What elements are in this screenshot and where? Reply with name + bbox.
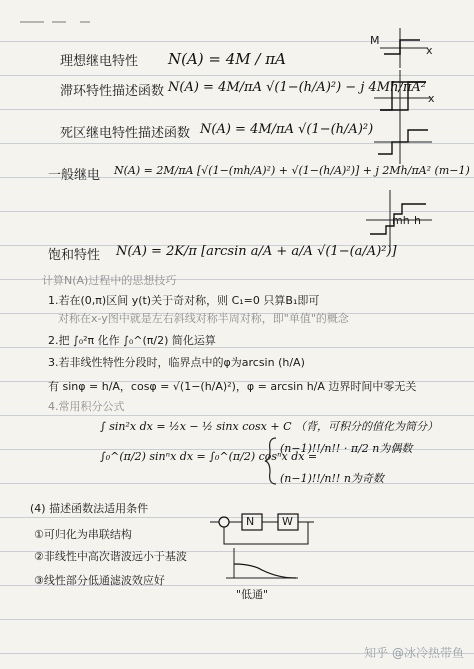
section-title: (4) 描述函数法适用条件 [30, 502, 149, 515]
note-1: 1.若在(0,π)区间 y(t)关于奇对称，则 C₁=0 只算B₁即可 [48, 294, 320, 307]
wallis-odd: (n−1)!!/n!! n为奇数 [280, 472, 384, 485]
note-4: 4.常用积分公式 [48, 400, 125, 413]
lowpass-sketch [222, 544, 302, 584]
formula-general-relay: N(A) = 2M/πA [√(1−(mh/A)²) + √(1−(h/A)²)] + j 2Mh/πA² (m−1) [114, 164, 470, 177]
label-deadzone-relay: 死区继电特性描述函数 [60, 126, 191, 141]
wallis-brace [264, 436, 278, 486]
note-2: 2.把 ∫₀²π 化作 ∫₀^(π/2) 简化运算 [48, 334, 216, 347]
watermark: 知乎 @冰冷热带鱼 [364, 646, 464, 660]
block-w-label: W [282, 515, 293, 528]
lowpass-label: "低通" [236, 588, 269, 601]
note-1b: 对称在x-y图中就是左右斜线对称半周对称，即"单值"的概念 [58, 312, 349, 325]
note-3: 3.若非线性特性分段时，临界点中的φ为arcsin (h/A) [48, 356, 305, 369]
formula-saturation: N(A) = 2K/π [arcsin a/A + a/A √(1−(a/A)²)] [116, 244, 397, 259]
condition-1: ①可归化为串联结构 [34, 528, 132, 541]
integral-sin2: ∫ sin²x dx = ½x − ½ sinx cosx + C （背，可积分的值化为简分） [100, 420, 438, 433]
note-3b: 有 sinφ = h/A，cosφ = √(1−(h/A)²)，φ = arcsin h/A 边界时间中零无关 [48, 380, 417, 393]
note-heading: 计算N(A)过程中的思想技巧 [42, 274, 177, 287]
graph2-label-x: x [428, 92, 435, 105]
formula-deadzone-relay: N(A) = 4M/πA √(1−(h/A)²) [200, 122, 374, 137]
label-saturation: 饱和特性 [48, 248, 101, 263]
label-general-relay: 一般继电 [48, 168, 101, 183]
deadzone-relay-graph [374, 118, 438, 164]
wallis-even: (n−1)!!/n!! · π/2 n为偶数 [280, 442, 413, 455]
block-n-label: N [246, 515, 255, 528]
graph4-label-h: h [414, 214, 421, 227]
formula-hysteresis: N(A) = 4M/πA √(1−(h/A)²) − j 4Mh/πA² [168, 80, 426, 95]
label-ideal-relay: 理想继电特性 [60, 54, 139, 69]
graph1-label-m: M [370, 34, 380, 47]
condition-3: ③线性部分低通滤波效应好 [34, 574, 165, 587]
label-hysteresis: 滞环特性描述函数 [60, 84, 165, 99]
wallis-lhs: ∫₀^(π/2) sinⁿx dx = ∫₀^(π/2) cosⁿx dx = [100, 450, 318, 463]
formula-ideal-relay: N(A) = 4M / πA [168, 50, 286, 68]
condition-2: ②非线性中高次谐波远小于基波 [34, 550, 187, 563]
graph1-label-x: x [426, 44, 433, 57]
graph4-label-mh: mh [392, 214, 410, 227]
